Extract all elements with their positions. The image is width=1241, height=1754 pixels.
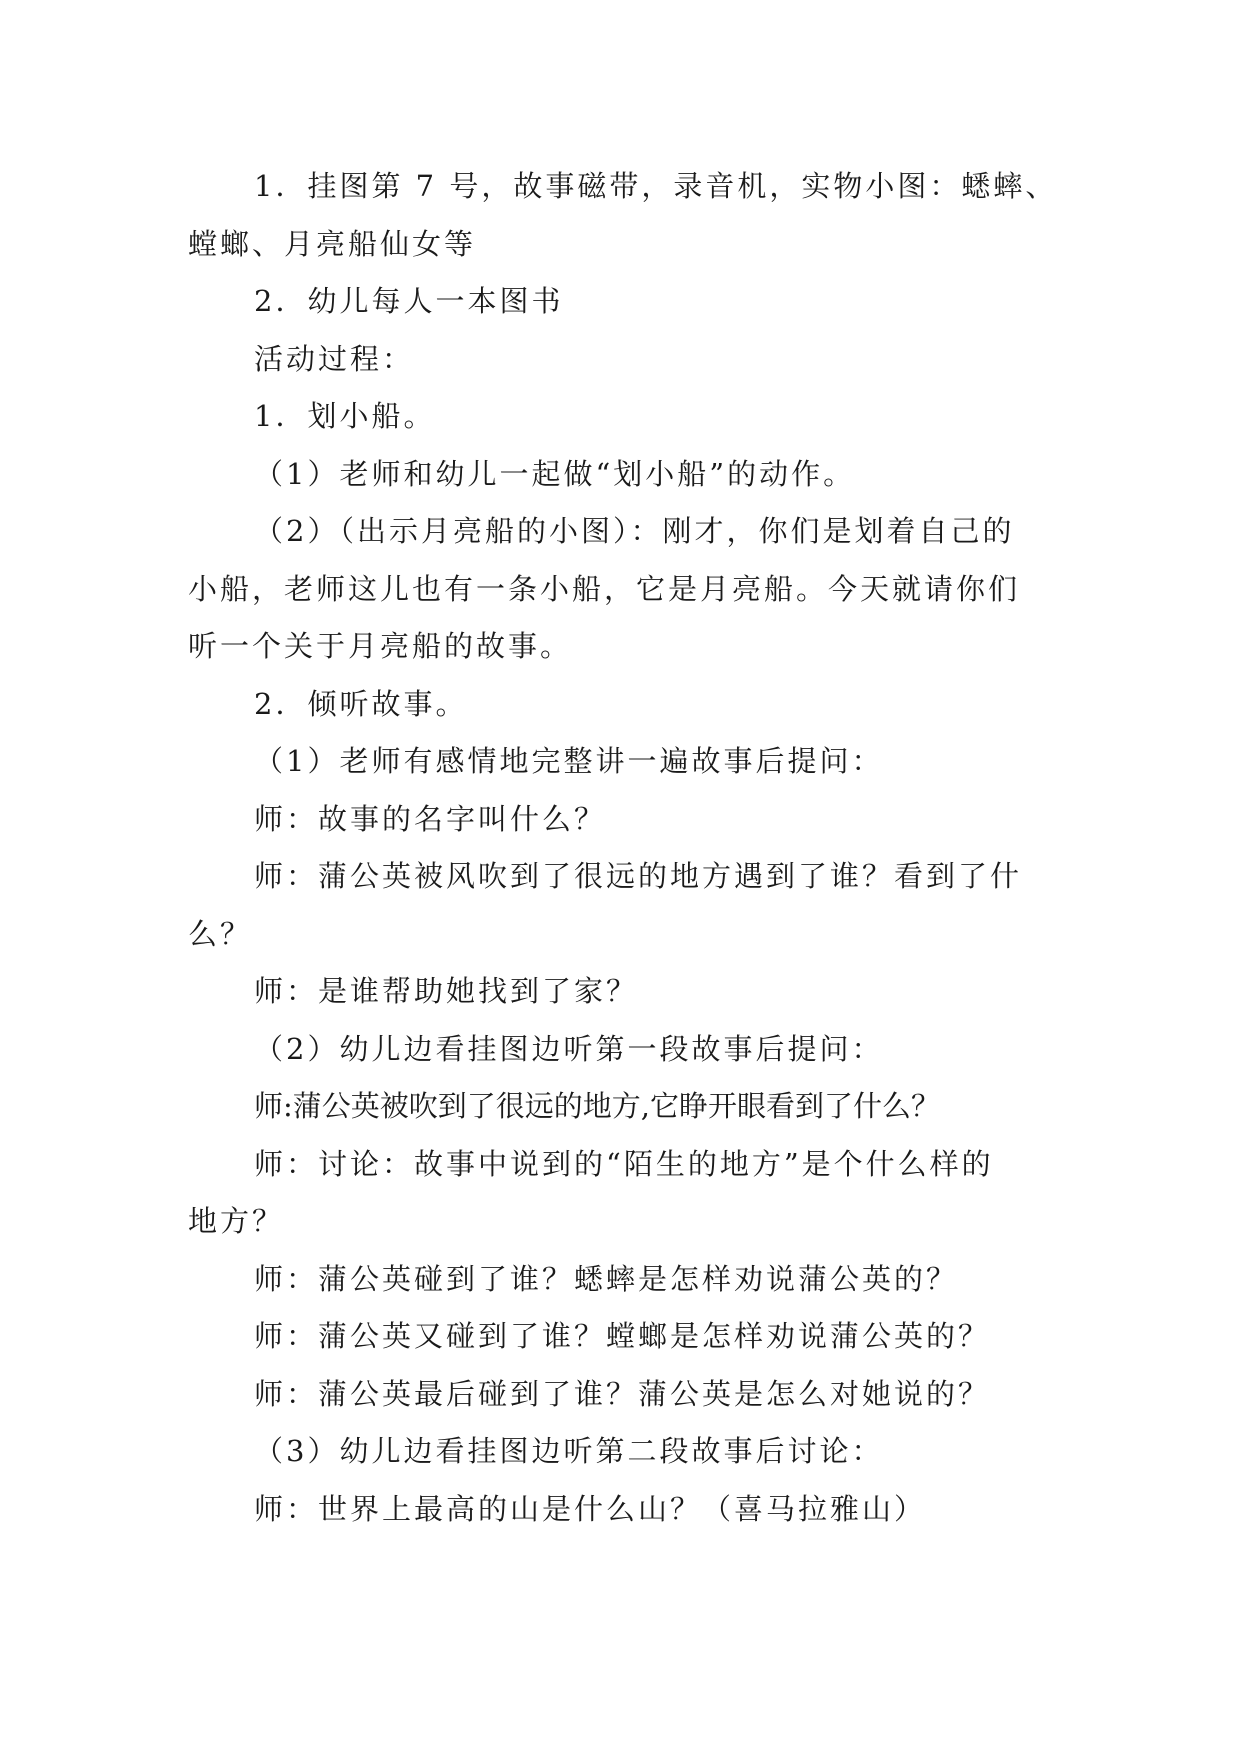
paragraph-line: 1．挂图第 7 号，故事磁带，录音机，实物小图：蟋蟀、 <box>254 169 1058 203</box>
paragraph-line: 2．幼儿每人一本图书 <box>254 284 564 318</box>
paragraph-line: 听一个关于月亮船的故事。 <box>188 629 573 663</box>
question-line: 师：蒲公英又碰到了谁？螳螂是怎样劝说蒲公英的？ <box>254 1319 991 1353</box>
paragraph-line: 小船，老师这儿也有一条小船，它是月亮船。今天就请你们 <box>188 571 1021 606</box>
question-line: 师：蒲公英碰到了谁？蟋蟀是怎样劝说蒲公英的？ <box>254 1261 959 1296</box>
paragraph-line: （2）（出示月亮船的小图）：刚才，你们是划着自己的 <box>254 514 1015 548</box>
question-line: 师：故事的名字叫什么？ <box>254 801 607 836</box>
step-heading: 1．划小船。 <box>254 399 436 433</box>
step-heading: 2．倾听故事。 <box>254 686 468 721</box>
paragraph-line: （1）老师和幼儿一起做“划小船”的动作。 <box>254 456 856 491</box>
question-line: 么？ <box>188 916 253 951</box>
paragraph-line: （1）老师有感情地完整讲一遍故事后提问： <box>254 744 884 778</box>
paragraph-line: （2）幼儿边看挂图边听第一段故事后提问： <box>254 1031 884 1066</box>
question-line: 师：讨论：故事中说到的“陌生的地方”是个什么样的 <box>254 1146 994 1181</box>
section-heading: 活动过程： <box>254 341 415 376</box>
document-body <box>188 158 1068 1538</box>
question-line: 地方？ <box>188 1204 285 1238</box>
paragraph-line: （3）幼儿边看挂图边听第二段故事后讨论： <box>254 1434 884 1468</box>
question-line: 师：蒲公英最后碰到了谁？蒲公英是怎么对她说的？ <box>254 1376 991 1411</box>
question-line: 师：世界上最高的山是什么山？（喜马拉雅山） <box>254 1491 927 1526</box>
question-line: 师：是谁帮助她找到了家？ <box>254 974 639 1008</box>
paragraph-line: 螳螂、月亮船仙女等 <box>188 226 477 261</box>
question-line: 师:蒲公英被吹到了很远的地方,它睁开眼看到了什么？ <box>254 1089 940 1123</box>
question-line: 师：蒲公英被风吹到了很远的地方遇到了谁？看到了什 <box>254 859 1023 893</box>
